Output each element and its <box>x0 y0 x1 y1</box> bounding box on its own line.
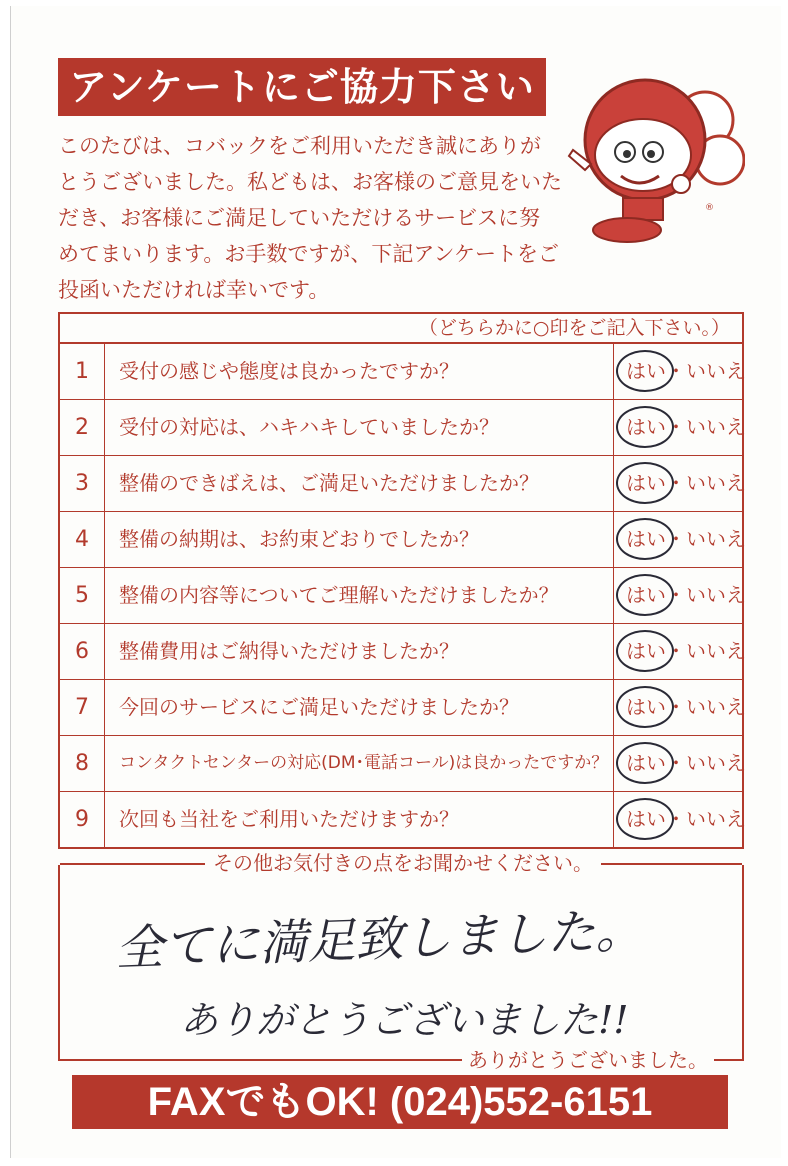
answer-options: はい・いいえ <box>626 639 746 663</box>
question-text: 整備費用はご納得いただけましたか？ <box>105 624 614 679</box>
svg-text:®: ® <box>705 203 714 213</box>
answer-choice[interactable] <box>614 680 746 735</box>
selected-answer-circle <box>616 798 674 840</box>
selected-answer-circle <box>616 686 674 728</box>
question-number: 7 <box>60 680 105 735</box>
question-row <box>60 512 746 568</box>
answer-choice[interactable] <box>614 736 746 791</box>
comments-label: その他お気付きの点をお聞かせください。 <box>205 851 601 875</box>
question-text: 次回も当社をご利用いただけますか？ <box>105 792 614 847</box>
question-row <box>60 736 746 792</box>
question-row <box>60 792 746 847</box>
question-text: 整備の内容等についてご理解いただけましたか？ <box>105 568 614 623</box>
answer-choice[interactable] <box>614 456 746 511</box>
intro-line: このたびは、コバックをご利用いただき誠にありが <box>58 134 541 158</box>
answer-options: はい・いいえ <box>626 751 746 775</box>
question-text: 受付の感じや態度は良かったですか？ <box>105 344 614 399</box>
question-number: 9 <box>60 792 105 847</box>
question-row <box>60 344 746 400</box>
question-number: 8 <box>60 736 105 791</box>
intro-line: だき、お客様にご満足していただけるサービスに努 <box>58 206 541 230</box>
answer-options: はい・いいえ <box>626 583 746 607</box>
question-number: 5 <box>60 568 105 623</box>
question-text: 整備のできばえは、ご満足いただけましたか？ <box>105 456 614 511</box>
survey-instruction: （どちらかに○印をご記入下さい。） <box>60 314 742 344</box>
mascot-illustration <box>555 60 745 260</box>
question-row <box>60 624 746 680</box>
answer-options: はい・いいえ <box>626 527 746 551</box>
answer-choice[interactable] <box>614 792 746 847</box>
selected-answer-circle <box>616 742 674 784</box>
intro-line: とうございました。私どもは、お客様のご意見をいた <box>58 170 562 194</box>
answer-options: はい・いいえ <box>626 359 746 383</box>
answer-options: はい・いいえ <box>626 415 746 439</box>
selected-answer-circle <box>616 518 674 560</box>
comments-box <box>58 851 744 1072</box>
question-number: 2 <box>60 400 105 455</box>
question-row <box>60 456 746 512</box>
question-row <box>60 568 746 624</box>
handwritten-line-2: ありがとうございました!! <box>180 998 629 1042</box>
answer-options: はい・いいえ <box>626 807 746 831</box>
selected-answer-circle <box>616 574 674 616</box>
answer-options: はい・いいえ <box>626 695 746 719</box>
question-list <box>60 344 746 847</box>
intro-line: 投函いただければ幸いです。 <box>58 278 330 302</box>
page-title: アンケートにご協力下さい <box>58 58 546 116</box>
answer-choice[interactable] <box>614 400 746 455</box>
answer-choice[interactable] <box>614 512 746 567</box>
question-text: 整備の納期は、お約束どおりでしたか？ <box>105 512 614 567</box>
selected-answer-circle <box>616 350 674 392</box>
question-text: 受付の対応は、ハキハキしていましたか？ <box>105 400 614 455</box>
question-text: 今回のサービスにご満足いただけましたか？ <box>105 680 614 735</box>
answer-options: はい・いいえ <box>626 471 746 495</box>
survey-table <box>58 312 744 849</box>
handwritten-line-1: 全てに満足致しました。 <box>114 902 645 977</box>
answer-choice[interactable] <box>614 624 746 679</box>
question-number: 4 <box>60 512 105 567</box>
intro-line: めてまいります。お手数ですが、下記アンケートをご <box>58 242 560 266</box>
fax-banner: FAXでもOK! (024)552-6151 <box>72 1075 728 1129</box>
handwritten-comment <box>60 865 746 1061</box>
selected-answer-circle <box>616 630 674 672</box>
closing-thanks: ありがとうございました。 <box>462 1044 714 1073</box>
selected-answer-circle <box>616 406 674 448</box>
question-number: 6 <box>60 624 105 679</box>
question-number: 3 <box>60 456 105 511</box>
answer-choice[interactable] <box>614 568 746 623</box>
answer-choice[interactable] <box>614 344 746 399</box>
question-row <box>60 400 746 456</box>
question-row <box>60 680 746 736</box>
question-number: 1 <box>60 344 105 399</box>
selected-answer-circle <box>616 462 674 504</box>
question-text: コンタクトセンターの対応(DM･電話コール)は良かったですか？ <box>105 736 614 791</box>
intro-text <box>58 128 562 308</box>
